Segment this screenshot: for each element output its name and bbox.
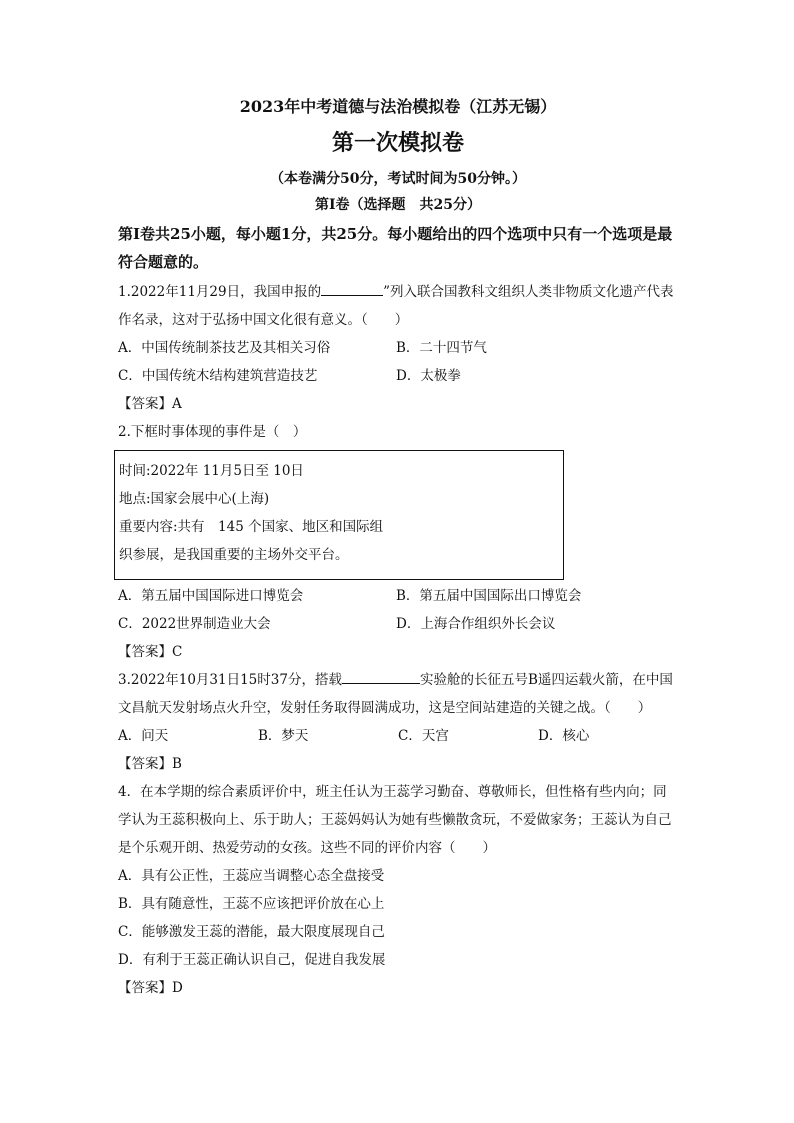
question-stem: 1.2022年11月29日，我国申报的 ”列入联合国教科文组织人类非物质文化遗产代表作名录，这对于弘扬中国文化很有意义。（ ）: [118, 278, 678, 334]
option-d: D．核心: [538, 728, 590, 744]
box-line: 时间:2022年 11月5日至 10日: [119, 463, 304, 479]
document-page: [118, 92, 678, 1002]
question-4: [118, 778, 678, 1002]
fill-blank: [321, 279, 383, 296]
option-d: D．太极拳: [396, 368, 461, 384]
section-instructions: 第I卷共25小题，每小题1分，共25分。每小题给出的四个选项中只有一个选项是最符合题意的。: [118, 225, 673, 271]
question-stem: 3.2022年10月31日15时37分，搭载 实验舱的长征五号B遥四运载火箭，在中国文昌航天发射场点火升空，发射任务取得圆满成功，这是空间站建造的关键之战。（ ）: [118, 666, 678, 722]
box-line: 重要内容:共有 145 个国家、地区和国际组: [119, 519, 384, 535]
question-1: [118, 278, 678, 418]
options-list: [118, 334, 678, 390]
option-c: C．中国传统木结构建筑营造技艺: [118, 368, 318, 384]
option-c: C．2022世界制造业大会: [118, 616, 271, 632]
box-line: 地点:国家会展中心(上海): [119, 491, 270, 507]
option-d: D．有利于王蕊正确认识自己，促进自我发展: [118, 952, 386, 968]
exam-note: （本卷满分50分，考试时间为50分钟。）: [270, 171, 526, 187]
news-box: [114, 450, 564, 580]
option-a: A．问天: [118, 728, 169, 744]
question-2: [118, 418, 678, 666]
option-b: B．第五届中国国际出口博览会: [396, 588, 582, 604]
section-heading: 第I卷（选择题 共25分）: [314, 197, 482, 213]
option-c: C．天宫: [398, 728, 449, 744]
fill-blank: [342, 667, 420, 684]
option-b: B．具有随意性，王蕊不应该把评价放在心上: [118, 896, 385, 912]
exam-title: 2023年中考道德与法治模拟卷（江苏无锡）: [239, 97, 557, 116]
question-3: [118, 666, 678, 778]
option-d: D．上海合作组织外长会议: [396, 616, 556, 632]
option-a: A．中国传统制茶技艺及其相关习俗: [118, 340, 331, 356]
box-line: 织参展，是我国重要的主场外交平台。: [119, 547, 349, 563]
question-stem: 4．在本学期的综合素质评价中，班主任认为王蕊学习勤奋、尊敬师长，但性格有些内向；同学认为王蕊积极向上、乐于助人；王蕊妈妈认为她有些懒散贪玩，不爱做家务；王蕊认为自己是个乐观开朗、热爱劳动的女孩。这些不同的评价内容（ ）: [118, 784, 672, 856]
answer-label: 【答案】D: [118, 980, 183, 996]
answer-label: 【答案】A: [118, 396, 182, 412]
options-list: [118, 862, 678, 974]
options-list: [118, 722, 678, 750]
exam-subtitle: 第一次模拟卷: [331, 130, 464, 156]
options-list: [118, 582, 678, 638]
option-a: A．第五届中国国际进口博览会: [118, 588, 304, 604]
option-c: C．能够激发王蕊的潜能，最大限度展现自己: [118, 924, 385, 940]
option-a: A．具有公正性，王蕊应当调整心态全盘接受: [118, 868, 385, 884]
question-stem: 2.下框时事体现的事件是（ ）: [118, 424, 307, 440]
answer-label: 【答案】B: [118, 756, 182, 772]
option-b: B．二十四节气: [396, 340, 487, 356]
answer-label: 【答案】C: [118, 644, 183, 660]
option-b: B．梦天: [258, 728, 309, 744]
